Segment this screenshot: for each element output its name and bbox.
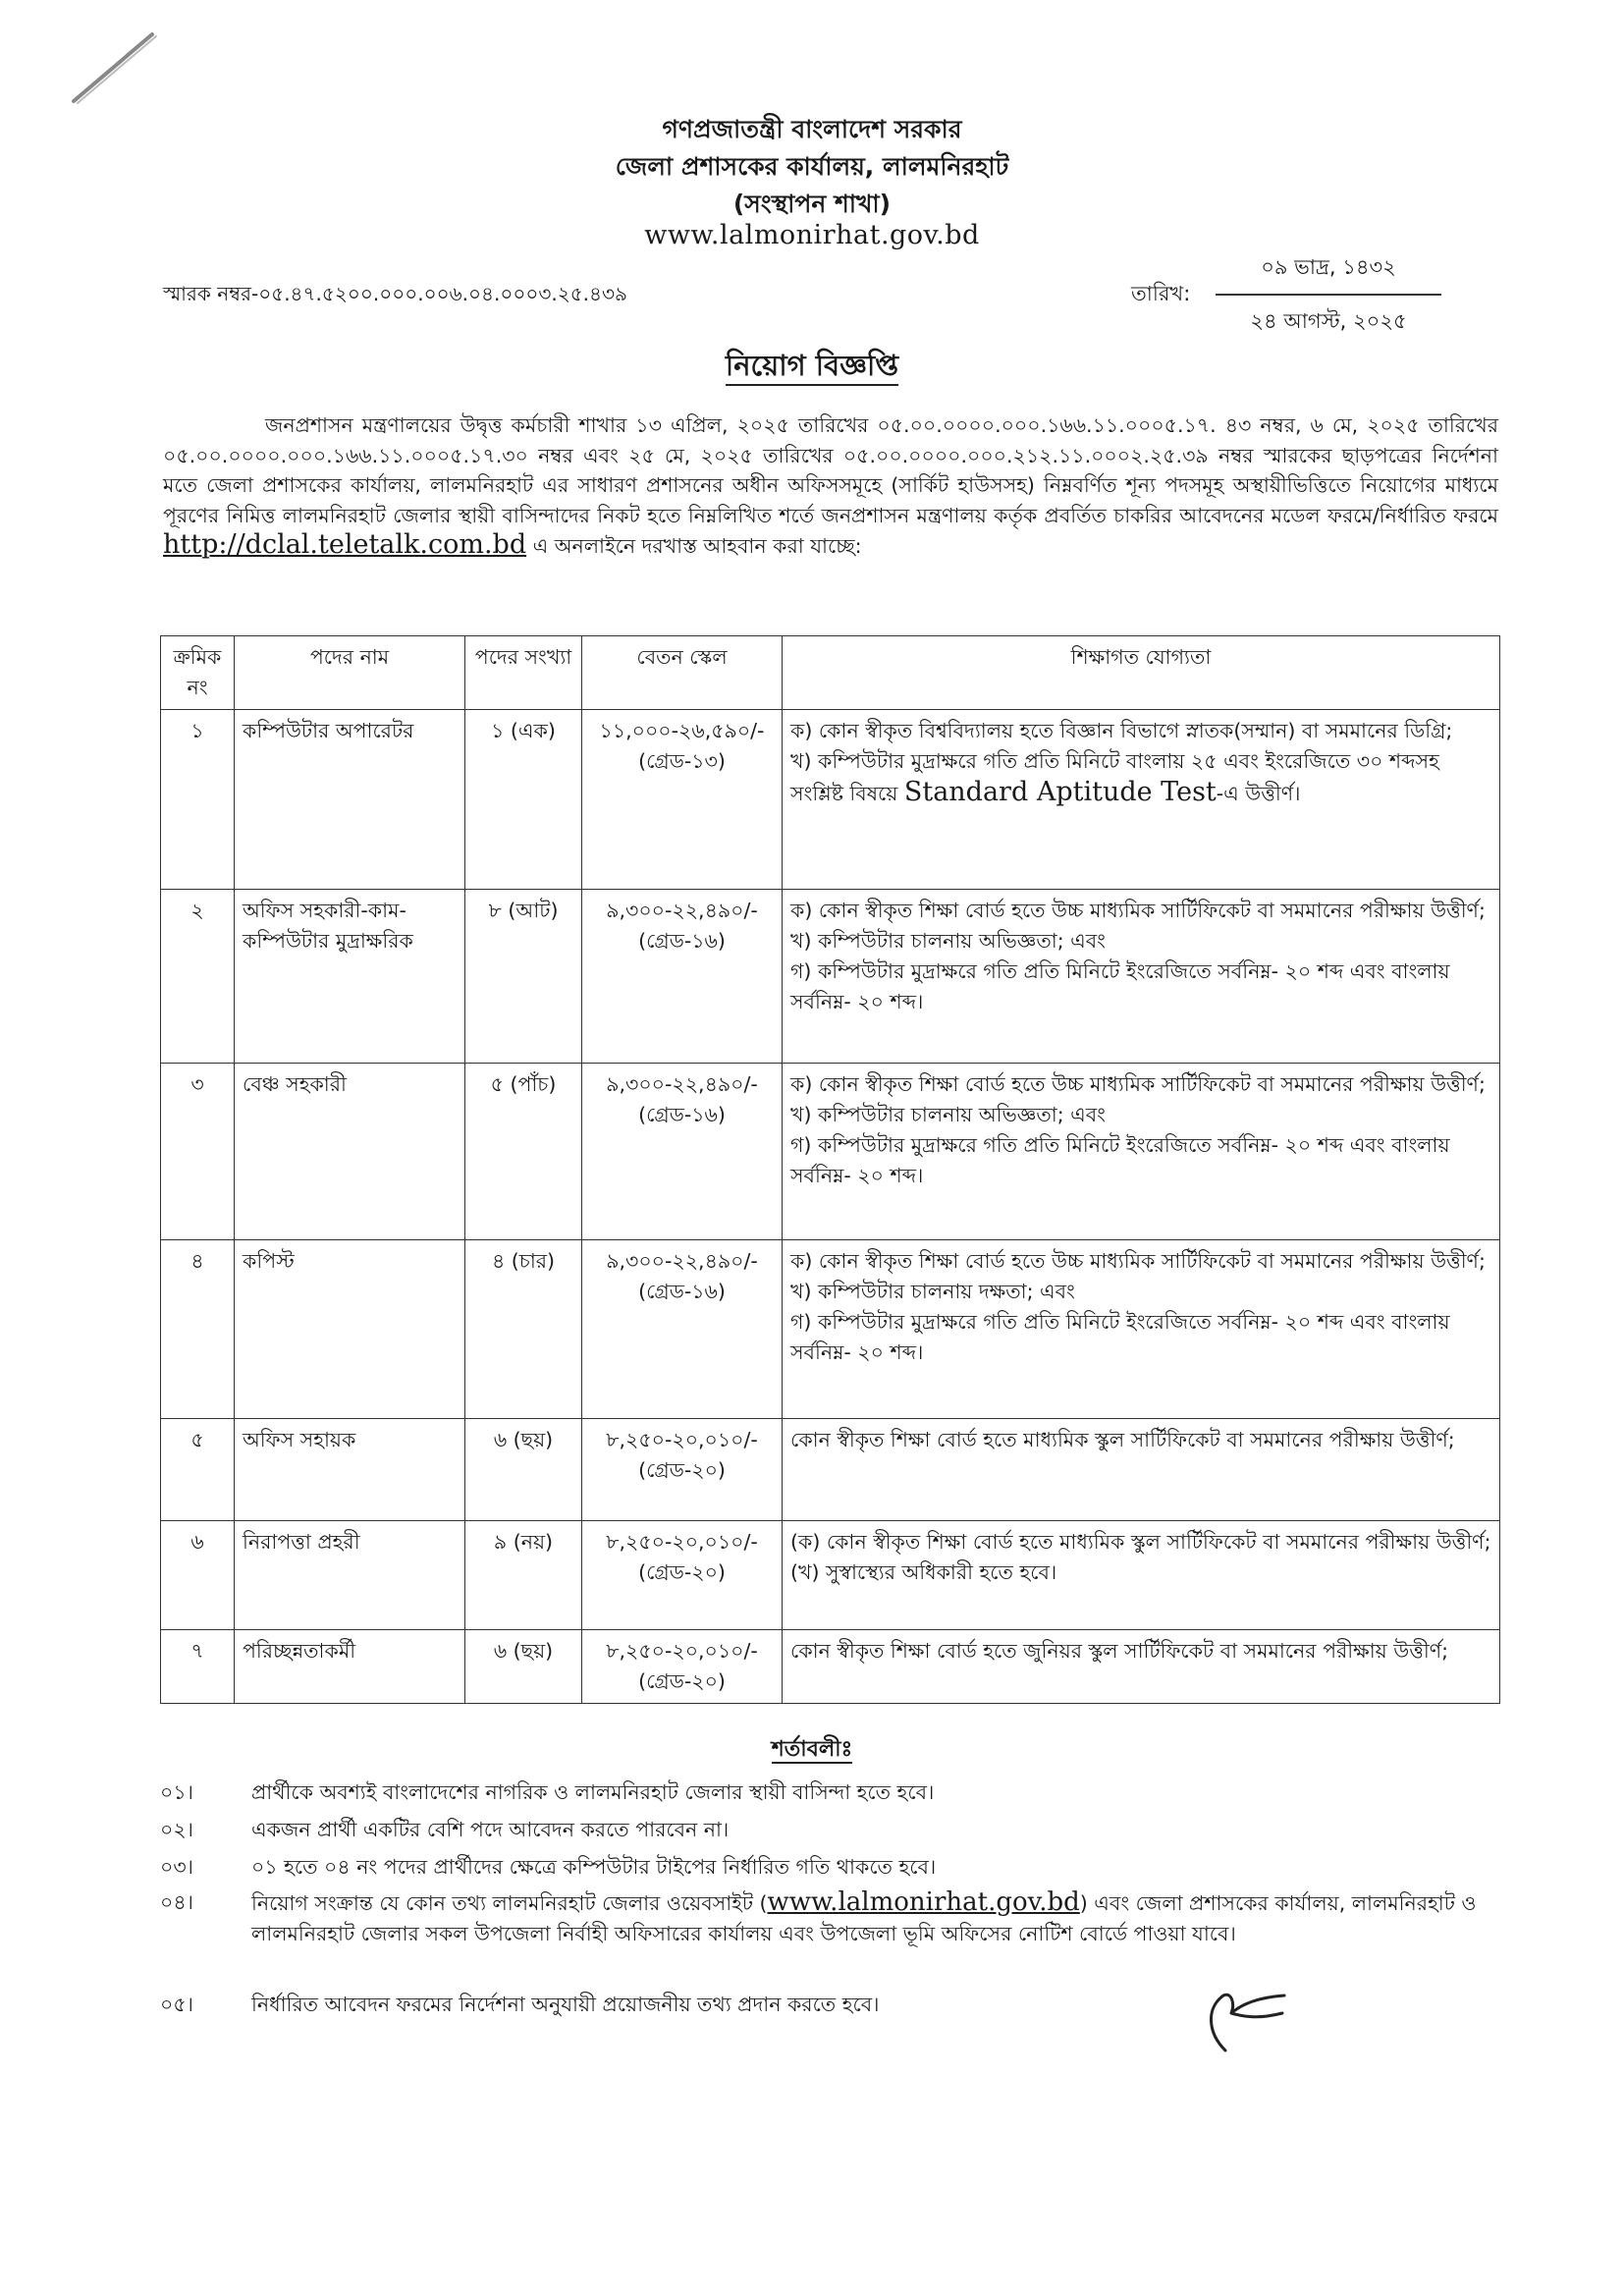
row-qualification: [783, 890, 1500, 1064]
term-item: [160, 1852, 1500, 1883]
term-item: [160, 1815, 1500, 1845]
intro-paragraph: [163, 410, 1498, 562]
pay-range: ১১,০০০-২৬,৫৯০/-: [599, 719, 765, 742]
pay-range: ৮,২৫০-২০,০১০/-: [606, 1530, 758, 1554]
table-row: [161, 1419, 1500, 1521]
qual-item: খ) কম্পিউটার চালনায় দক্ষতা; এবং: [790, 1280, 1075, 1303]
qual-item: গ) কম্পিউটার মুদ্রাক্ষরে গতি প্রতি মিনিটে ইংরেজিতে সর্বনিম্ন- ২০ শব্দ এবং বাংলায় সর্বনিম্ন- ২০ শব্দ।: [790, 959, 1450, 1013]
row-serial: ৭: [161, 1630, 235, 1704]
row-serial: ৫: [161, 1419, 235, 1521]
terms-heading: [0, 1732, 1624, 1769]
posts-table: [160, 635, 1500, 1704]
term-text-tail: ) এবং জেলা প্রশাসকের কার্যালয়, লালমনিরহাট ও লালমনিরহাট জেলার সকল উপজেলা নির্বাহী অফিসারের কার্যালয় এবং উপজেলা ভূমি অফিসের নোটিশ বোর্ডে পাওয়া যাবে।: [251, 1891, 1477, 1945]
qual-test-name: Standard Aptitude Test: [903, 777, 1217, 807]
date-english: ২৪ আগস্ট, ২০২৫: [1250, 309, 1407, 333]
term-text: প্রার্থীকে অবশ্যই বাংলাদেশের নাগরিক ও লালমনিরহাট জেলার স্থায়ী বাসিন্দা হতে হবে।: [251, 1780, 935, 1804]
page-title-text: নিয়োগ বিজ্ঞপ্তি: [726, 349, 898, 386]
qual-item-tail: -এ উত্তীর্ণ।: [1216, 782, 1301, 805]
row-serial: ১: [161, 710, 235, 890]
row-pay-scale: [582, 890, 783, 1064]
application-link[interactable]: http://dclal.teletalk.com.bd: [163, 529, 527, 560]
row-post-name: পরিচ্ছন্নতাকর্মী: [235, 1630, 465, 1704]
table-row: [161, 710, 1500, 890]
row-post-count: ৮ (আট): [465, 890, 582, 1064]
row-pay-scale: [582, 1064, 783, 1240]
row-pay-scale: [582, 1240, 783, 1419]
row-qualification: [783, 1240, 1500, 1419]
table-row: [161, 1240, 1500, 1419]
pay-range: ৯,৩০০-২২,৪৯০/-: [606, 899, 758, 922]
section-heading: (সংস্থাপন শাখা): [732, 190, 892, 218]
pay-grade: (গ্রেড-১৩): [638, 749, 726, 773]
table-row: [161, 1064, 1500, 1240]
pay-grade: (গ্রেড-২০): [638, 1560, 726, 1584]
row-serial: ৬: [161, 1521, 235, 1630]
qual-item: কোন স্বীকৃত শিক্ষা বোর্ড হতে জুনিয়র স্কুল সার্টিফিকেট বা সমমানের পরীক্ষায় উত্তীর্ণ;: [790, 1639, 1449, 1663]
district-website-link[interactable]: www.lalmonirhat.gov.bd: [767, 1887, 1080, 1917]
row-post-count: ৯ (নয়): [465, 1521, 582, 1630]
row-serial: ৪: [161, 1240, 235, 1419]
term-text: নির্ধারিত আবেদন ফরমের নির্দেশনা অনুযায়ী প্রয়োজনীয় তথ্য প্রদান করতে হবে।: [251, 1993, 880, 2016]
pay-grade: (গ্রেড-১৬): [638, 929, 726, 953]
header-post-count: পদের সংখ্যা: [465, 636, 582, 710]
qual-item: ক) কোন স্বীকৃত শিক্ষা বোর্ড হতে উচ্চ মাধ্যমিক সার্টিফিকেট বা সমমানের পরীক্ষায় উত্তীর্ণ;: [790, 899, 1486, 922]
qual-item: ক) কোন স্বীকৃত শিক্ষা বোর্ড হতে উচ্চ মাধ্যমিক সার্টিফিকেট বা সমমানের পরীক্ষায় উত্তীর্ণ;: [790, 1072, 1486, 1096]
row-post-name: কপিস্ট: [235, 1240, 465, 1419]
table-row: [161, 1630, 1500, 1704]
row-post-count: ১ (এক): [465, 710, 582, 890]
header-serial: ক্রমিক নং: [161, 636, 235, 710]
pay-range: ৯,৩০০-২২,৪৯০/-: [606, 1249, 758, 1273]
row-pay-scale: [582, 1419, 783, 1521]
term-item: [160, 1990, 1500, 2020]
qual-item: ক) কোন স্বীকৃত বিশ্ববিদ্যালয় হতে বিজ্ঞান বিভাগে স্নাতক(সম্মান) বা সমমানের ডিগ্রি;: [790, 719, 1453, 742]
intro-tail: এ অনলাইনে দরখাস্ত আহবান করা যাচ্ছে:: [532, 534, 862, 558]
table-header-row: [161, 636, 1500, 710]
terms-heading-text: শর্তাবলীঃ: [771, 1737, 853, 1762]
qual-item: গ) কম্পিউটার মুদ্রাক্ষরে গতি প্রতি মিনিটে ইংরেজিতে সর্বনিম্ন- ২০ শব্দ এবং বাংলায় সর্বনিম্ন- ২০ শব্দ।: [790, 1133, 1450, 1187]
intro-text: জনপ্রশাসন মন্ত্রণালয়ের উদ্বৃত্ত কর্মচারী শাখার ১৩ এপ্রিল, ২০২৫ তারিখের ০৫.০০.০০০০.০০০.১৬৬.১১.০০০৫.১৭. ৪৩ নম্বর, ৬ মে, ২০২৫ তারিখের ০৫.০০.০০০০.০০০.১৬৬.১১.০০০৫.১৭.৩০ নম্বর এবং ২৫ মে, ২০২৫ তারিখের ০৫.০০.০০০০.০০০.২১২.১১.০০০২.২৫.৩৯ নম্বর স্মারকের ছাড়পত্রের নির্দেশনা মতে জেলা প্রশাসকের কার্যালয়, লালমনিরহাট এর সাধারণ প্রশাসনের অধীন অফিসসমূহে (সার্কিট হাউসসহ) নিম্নবর্ণিত শূন্য পদসমূহ অস্থায়ীভিত্তিতে নিয়োগের মাধ্যমে পূরণের নিমিত্ত লালমনিরহাট জেলার স্থায়ী বাসিন্দাদের নিকট হতে নিম্নলিখিত শর্তে জনপ্রশাসন মন্ত্রণালয় কর্তৃক প্রবর্তিত চাকরির আবেদনের মডেল ফরমে/নির্ধারিত ফরমে: [163, 413, 1498, 527]
row-post-name: অফিস সহায়ক: [235, 1419, 465, 1521]
pay-grade: (গ্রেড-২০): [638, 1458, 726, 1482]
row-serial: ২: [161, 890, 235, 1064]
website-heading[interactable]: www.lalmonirhat.gov.bd: [644, 220, 980, 250]
row-pay-scale: [582, 710, 783, 890]
pay-range: ৯,৩০০-২২,৪৯০/-: [606, 1072, 758, 1096]
row-post-count: ৪ (চার): [465, 1240, 582, 1419]
date-box: [1216, 251, 1441, 340]
row-pay-scale: [582, 1630, 783, 1704]
term-number: ০২।: [160, 1818, 193, 1841]
qual-item: কোন স্বীকৃত শিক্ষা বোর্ড হতে মাধ্যমিক স্কুল সার্টিফিকেট বা সমমানের পরীক্ষায় উত্তীর্ণ;: [790, 1428, 1455, 1451]
pay-range: ৮,২৫০-২০,০১০/-: [606, 1639, 758, 1663]
term-number: ০৪।: [160, 1890, 193, 1914]
term-item: [160, 1887, 1500, 1949]
row-post-count: ৫ (পাঁচ): [465, 1064, 582, 1240]
qual-item: গ) কম্পিউটার মুদ্রাক্ষরে গতি প্রতি মিনিটে ইংরেজিতে সর্বনিম্ন- ২০ শব্দ এবং বাংলায় সর্বনিম্ন- ২০ শব্দ।: [790, 1310, 1450, 1364]
govt-heading: গণপ্রজাতন্ত্রী বাংলাদেশ সরকার: [662, 115, 962, 143]
qual-item: খ) কম্পিউটার চালনায় অভিজ্ঞতা; এবং: [790, 1103, 1106, 1126]
table-row: [161, 1521, 1500, 1630]
row-qualification: [783, 1630, 1500, 1704]
row-post-name: অফিস সহকারী-কাম-কম্পিউটার মুদ্রাক্ষরিক: [235, 890, 465, 1064]
header-qualification: শিক্ষাগত যোগ্যতা: [783, 636, 1500, 710]
term-item: [160, 1777, 1500, 1808]
page-title: [0, 344, 1624, 392]
row-qualification: [783, 1419, 1500, 1521]
term-number: ০১।: [160, 1780, 193, 1804]
qual-item: খ) কম্পিউটার চালনায় অভিজ্ঞতা; এবং: [790, 929, 1106, 953]
pay-range: ৮,২৫০-২০,০১০/-: [606, 1428, 758, 1451]
row-serial: ৩: [161, 1064, 235, 1240]
qual-item: (ক) কোন স্বীকৃত শিক্ষা বোর্ড হতে মাধ্যমিক স্কুল সার্টিফিকেট বা সমমানের পরীক্ষায় উত্তীর্ণ;: [790, 1530, 1491, 1554]
term-number: ০৩।: [160, 1855, 193, 1879]
term-number: ০৫।: [160, 1993, 193, 2016]
qual-item: খ) কম্পিউটার মুদ্রাক্ষরে গতি প্রতি মিনিটে বাংলায় ২৫ এবং ইংরেজিতে ৩০ শব্দসহ সংশ্লিষ্ট বিষয়ে: [790, 749, 1439, 805]
header-pay-scale: বেতন স্কেল: [582, 636, 783, 710]
pen-mark: [59, 25, 167, 113]
qual-item: ক) কোন স্বীকৃত শিক্ষা বোর্ড হতে উচ্চ মাধ্যমিক সার্টিফিকেট বা সমমানের পরীক্ষায় উত্তীর্ণ;: [790, 1249, 1486, 1273]
memo-number: স্মারক নম্বর-০৫.৪৭.৫২০০.০০০.০০৬.০৪.০০০৩.২৫.৪৩৯: [163, 282, 627, 305]
row-post-name: কম্পিউটার অপারেটর: [235, 710, 465, 890]
date-bangla: ০৯ ভাদ্র, ১৪৩২: [1216, 251, 1441, 296]
row-qualification: [783, 710, 1500, 890]
pay-grade: (গ্রেড-১৬): [638, 1280, 726, 1303]
term-text: একজন প্রার্থী একটির বেশি পদে আবেদন করতে পারবেন না।: [251, 1818, 730, 1841]
row-post-count: ৬ (ছয়): [465, 1630, 582, 1704]
term-text: ০১ হতে ০৪ নং পদের প্রার্থীদের ক্ষেত্রে কম্পিউটার টাইপের নির্ধারিত গতি থাকতে হবে।: [251, 1855, 937, 1879]
row-qualification: [783, 1521, 1500, 1630]
pay-grade: (গ্রেড-১৬): [638, 1103, 726, 1126]
row-post-name: বেঞ্চ সহকারী: [235, 1064, 465, 1240]
term-text: [251, 1887, 1500, 1949]
row-qualification: [783, 1064, 1500, 1240]
header-post-name: পদের নাম: [235, 636, 465, 710]
row-post-name: নিরাপত্তা প্রহরী: [235, 1521, 465, 1630]
office-heading: জেলা প্রশাসকের কার্যালয়, লালমনিরহাট: [615, 152, 1009, 181]
qual-item: (খ) সুস্বাস্থ্যের অধিকারী হতে হবে।: [790, 1560, 1057, 1584]
table-row: [161, 890, 1500, 1064]
row-post-count: ৬ (ছয়): [465, 1419, 582, 1521]
row-pay-scale: [582, 1521, 783, 1630]
term-text-lead: নিয়োগ সংক্রান্ত যে কোন তথ্য লালমনিরহাট জেলার ওয়েবসাইট (: [251, 1891, 768, 1915]
pay-grade: (গ্রেড-২০): [638, 1669, 726, 1693]
date-label: তারিখ:: [1131, 282, 1191, 305]
